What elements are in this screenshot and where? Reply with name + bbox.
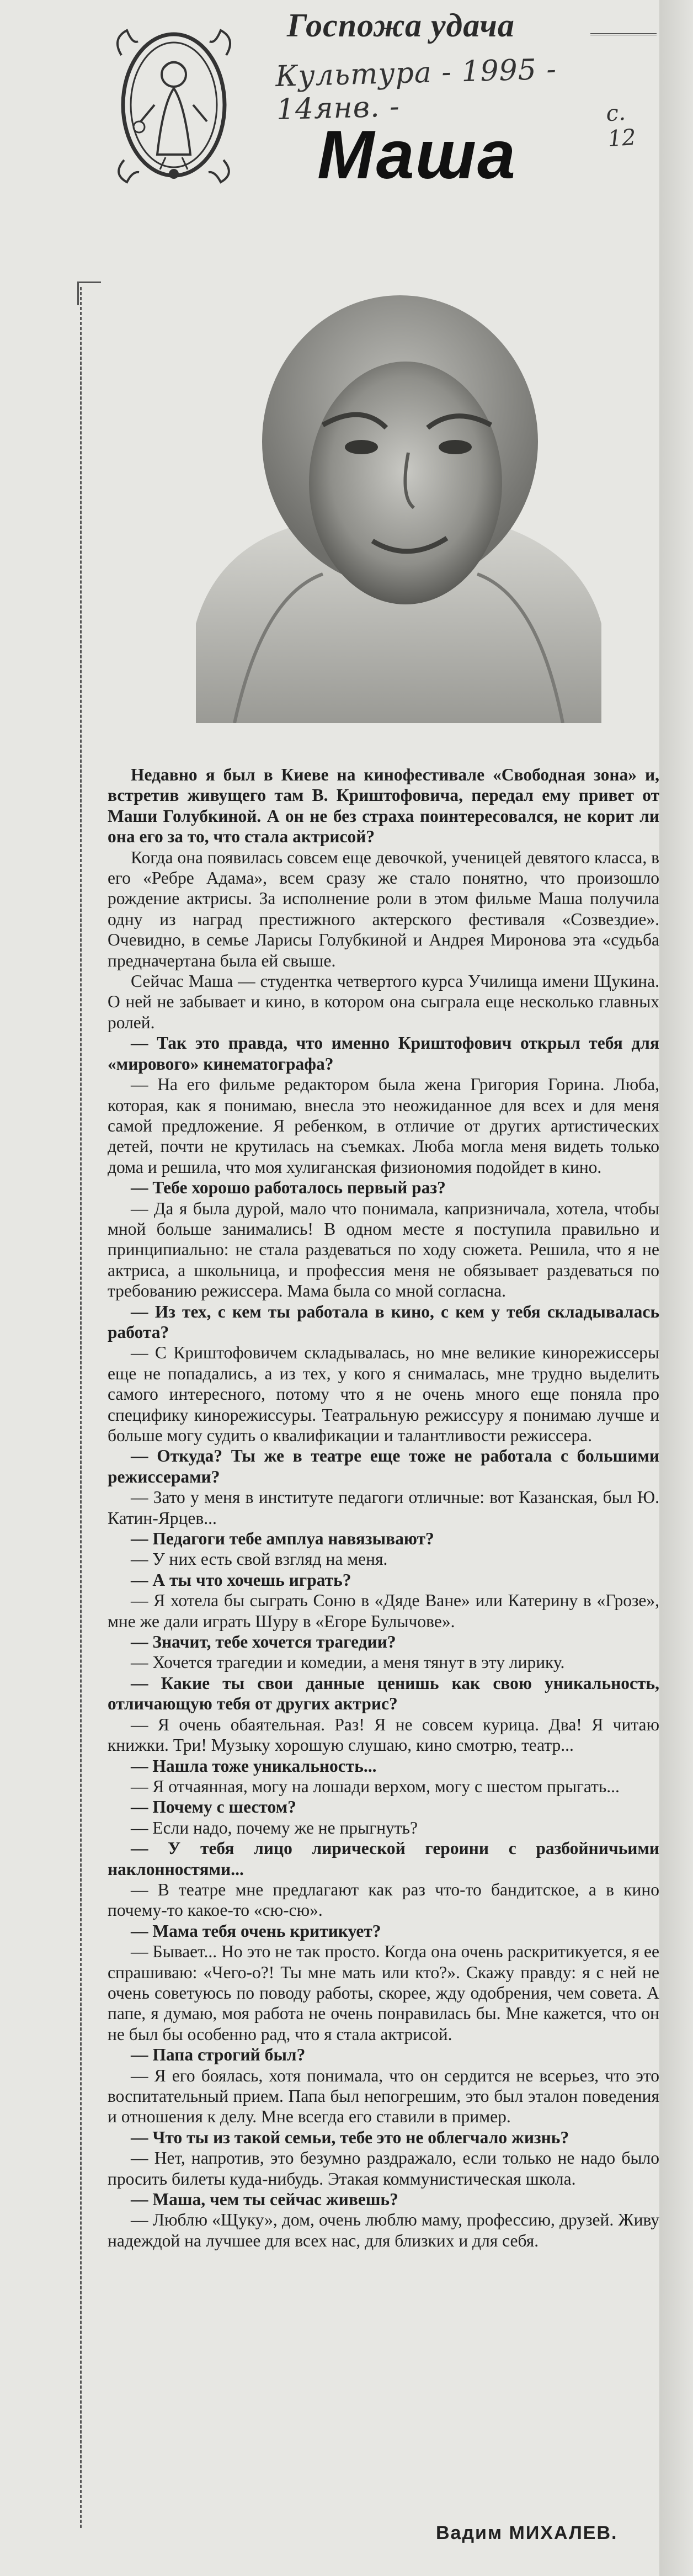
interview-question: — Так это правда, что именно Криштофович открыл тебя для «мирового» кинематографа? (108, 1033, 659, 1074)
portrait-photo-icon (196, 287, 601, 723)
article-paragraph: — Бывает... Но это не так просто. Когда она очень раскритикуется, я ее спрашиваю: «Чего-о?! Ты мне мать или кто?». Скажу правду: я с ней не очень советуюсь по поводу работы, скорее, жду одобрения, чем совета. А папе, я думаю, моя работа не очень понравилась бы. Мне кажется, что он не был бы особенно рад, что я стала актрисой. (108, 1942, 659, 2044)
article-paragraph: Сейчас Маша — студентка четвертого курса Училища имени Щукина. О ней не забывает и кино, в котором она сыграла еще несколько главных ролей. (108, 971, 659, 1032)
rubric-divider (590, 33, 657, 35)
interview-question: — Значит, тебе хочется трагедии? (131, 1632, 396, 1652)
interview-question: — Что ты из такой семьи, тебе это не облегчало жизнь? (131, 2127, 569, 2147)
article-paragraph: Когда она появилась совсем еще девочкой, ученицей девятого класса, в его «Ребре Адама», всем сразу же стало понятно, что произошло рождение актрисы. За исполнение роли в этом фильме Маша получила одну из наград престижного актерского фестиваля «Созвездие». Очевидно, в семье Ларисы Голубкиной и Андрея Миронова эта «судьба предначертана была ей свыше. (108, 847, 659, 970)
interview-question: — Какие ты свои данные ценишь как свою уникальность, отличающую тебя от других актрис? (108, 1673, 659, 1714)
article-paragraph: — С Криштофовичем складывалась, но мне великие кинорежиссеры еще не попадались, а из тех, у кого я снималась, мне трудно выделить самого интересного, потому что я не очень много еще поняла про специфику кинорежиссуры. Театральную режиссуру я понимаю лучше и больше могу судить о квалификации и талантливости режиссера. (108, 1343, 659, 1445)
newspaper-background (659, 0, 693, 2576)
article-paragraph: — Нет, напротив, это безумно раздражало, если только не надо было просить билеты куда-нибудь. Этакая коммунистическая школа. (108, 2148, 659, 2189)
article-paragraph: — Хочется трагедии и комедии, а меня тянут в эту лирику. (131, 1653, 565, 1672)
article-paragraph: — В театре мне предлагают как раз что-то бандитское, а в кино почему-то какое-то «сю-сю». (108, 1879, 659, 1920)
interview-question: — Откуда? Ты же в театре еще тоже не работала с большими режиссерами? (108, 1446, 659, 1486)
interview-question: — Почему с шестом? (131, 1797, 296, 1817)
article-paragraph: — Если надо, почему же не прыгнуть? (131, 1818, 418, 1837)
handwritten-page-note: с. 12 (605, 99, 637, 152)
interview-question: — Мама тебя очень критикует? (131, 1921, 381, 1941)
rubric-title: Госпожа удача (287, 7, 515, 44)
interview-question: — Маша, чем ты сейчас живешь? (131, 2190, 398, 2209)
article-paragraph: — Люблю «Щуку», дом, очень люблю маму, профессию, друзей. Живу надеждой на лучшее для всех нас, для близких и для себя. (108, 2210, 659, 2250)
interview-question: — Педагоги тебе амплуа навязывают? (131, 1529, 434, 1549)
fortune-emblem-icon (110, 22, 237, 188)
article-paragraph: — Я очень обаятельная. Раз! Я не совсем курица. Два! Я читаю книжки. Три! Музыку хорошую слушаю, кино смотрю, театр... (108, 1714, 659, 1755)
article-paragraph: — У них есть свой взгляд на меня. (131, 1549, 388, 1569)
article-paragraph: — Я хотела бы сыграть Соню в «Дяде Ване» или Катерину в «Грозе», мне же дали играть Шуру в «Егоре Булычове». (108, 1591, 659, 1631)
handwritten-note: Культура - 1995 - 14янв. - (275, 52, 557, 127)
column-rule (80, 287, 82, 2528)
interview-question: — Из тех, с кем ты работала в кино, с кем у тебя складывалась работа? (108, 1302, 659, 1342)
article-lead: Недавно я был в Киеве на кинофестивале «Свободная зона» и, встретив живущего там В. Криштофовича, передал ему привет от Маши Голубкиной. А он не без страха поинтересовался, не корит ли она его за то, что стала актрисой? (108, 765, 659, 847)
article-paragraph: — Я его боялась, хотя понимала, что он сердится не всерьез, что это воспитательный прием. Папа был непогрешим, это был эталон поведения и отношения к делу. Мне всегда его ставили в пример. (108, 2065, 659, 2127)
article-title: Маша (317, 117, 516, 193)
interview-question: — У тебя лицо лирической героини с разбойничьими наклонностями... (108, 1839, 659, 1879)
article-paragraph: — Я отчаянная, могу на лошади верхом, могу с шестом прыгать... (131, 1776, 620, 1796)
interview-question: — Тебе хорошо работалось первый раз? (131, 1178, 446, 1198)
author-signature: Вадим МИХАЛЕВ. (436, 2522, 618, 2543)
interview-question: — А ты что хочешь играть? (131, 1570, 351, 1590)
interview-question: — Папа строгий был? (131, 2045, 306, 2065)
article-body (108, 764, 659, 2251)
article-paragraph: — Да я была дурой, мало что понимала, капризничала, хотела, чтобы мной больше занимались! В одном месте я поступила правильно и принципиально: не стала раздеваться по ходу сюжета. Решила, что я не актриса, а школьница, и профессия меня не обязывает раздеваться по требованию режиссера. Мама была со мной согласна. (108, 1198, 659, 1301)
article-paragraph: — На его фильме редактором была жена Григория Горина. Люба, которая, как я понимаю, внесла это неожиданное для всех и для меня самой предложение. Я ребенком, в отличие от других артистических детей, почти не крутилась на съемках. Люба могла меня видеть только дома и решила, что моя хулиганская физиономия подойдет в кино. (108, 1075, 659, 1177)
article-paragraph: — Зато у меня в институте педагоги отличные: вот Казанская, был Ю. Катин-Ярцев... (108, 1488, 659, 1528)
interview-question: — Нашла тоже уникальность... (131, 1756, 377, 1776)
